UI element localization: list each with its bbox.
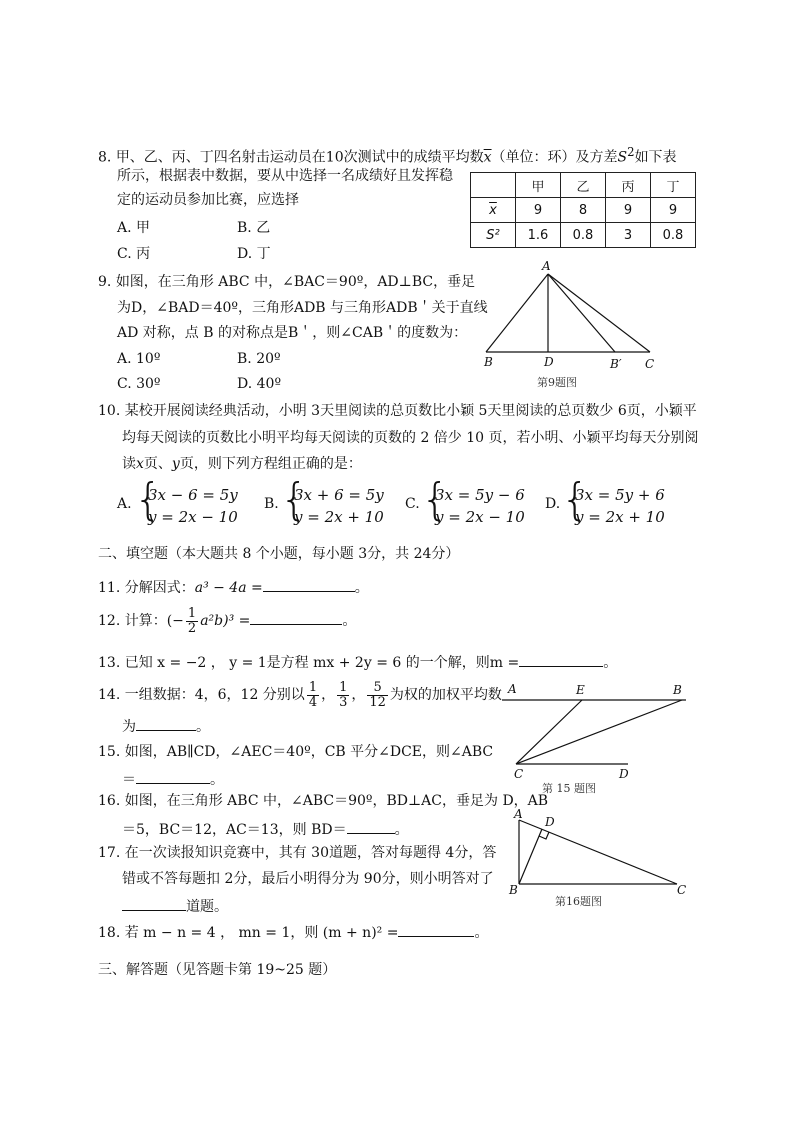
q15-answer-blank[interactable] xyxy=(136,769,210,784)
q8-table-cell: 1.6 xyxy=(516,223,561,248)
q9-option-d: D. 40º xyxy=(237,376,282,392)
q8-option-a: A. 甲 xyxy=(117,220,151,236)
q15-line2: ＝ 。 xyxy=(122,769,224,789)
q16-fig-line-ac xyxy=(519,820,677,884)
q16-line1: 16. 如图，在三角形 ABC 中，∠ABC＝90º，BD⊥AC，垂足为 D，AB xyxy=(98,793,549,809)
q15-line1: 15. 如图，AB∥CD，∠AEC＝40º，CB 平分∠DCE，则∠ABC xyxy=(98,744,494,760)
q12: 12. 计算：(− $\frac{1}{2}$ a²b)³ = 。 xyxy=(98,605,357,636)
q13: 13. 已知 x = −2 ， y = 1是方程 mx + 2y = 6 的一个解，则m = 。 xyxy=(98,652,617,672)
q11: 11. 分解因式：a³ − 4a = 。 xyxy=(98,577,369,597)
q9-line1: 9. 如图，在三角形 ABC 中，∠BAC＝90º，AD⊥BC，垂足 xyxy=(98,274,476,290)
q8-line1: 8. 甲、乙、丙、丁四名射击运动员在10次测试中的成绩平均数$\overline{x}$（单位：环）及方差$S^2$如下表 xyxy=(98,145,677,166)
q8-table-header: 乙 xyxy=(561,173,606,198)
q16-figure xyxy=(505,806,693,910)
q8-table-cell: 9 xyxy=(516,198,561,223)
q9-fig-line-ab xyxy=(486,274,548,352)
q16-answer-blank[interactable] xyxy=(347,819,395,834)
q15-figure xyxy=(498,680,692,798)
q14-line2: 为 。 xyxy=(122,716,210,736)
q10-option-b-system: 3x + 6 = 5y y = 2x + 10 xyxy=(294,486,384,526)
q17-answer-blank[interactable] xyxy=(122,896,186,911)
q8-line2: 所示，根据表中数据，要从中选择一名成绩好且发挥稳 xyxy=(117,168,453,184)
q16-line2: ＝5，BC＝12，AC＝13，则 BD＝ 。 xyxy=(122,819,409,839)
q10-option-c-label: C. xyxy=(405,496,420,512)
q8-line3: 定的运动员参加比赛，应选择 xyxy=(117,192,299,208)
q8-option-c: C. 丙 xyxy=(117,246,151,262)
q8-table-cell: 3 xyxy=(606,223,651,248)
q15-fig-label-d: D xyxy=(619,767,629,781)
q9-fig-label-c: C xyxy=(645,357,655,371)
q9-fig-caption: 第9题图 xyxy=(537,376,577,389)
q10-option-d-label: D. xyxy=(545,496,561,512)
q12-fraction: $\frac{1}{2}$ xyxy=(187,605,197,636)
q9-fig-line-ac xyxy=(548,274,650,352)
q10-option-c-brace: { xyxy=(421,474,449,525)
q8-table-cell: 9 xyxy=(651,198,696,223)
q9-option-c: C. 30º xyxy=(117,376,161,392)
q8-option-d: D. 丁 xyxy=(237,246,271,262)
q8-table-row-label-variance: S² xyxy=(471,223,516,248)
q10-option-a-brace: { xyxy=(134,474,162,525)
q16-fig-caption: 第16题图 xyxy=(555,895,602,908)
q9-line2: 为D，∠BAD＝40º，三角形ADB 与三角形ADB＇关于直线 xyxy=(117,300,488,316)
q8-table-corner xyxy=(471,173,516,198)
q8-table-cell: 0.8 xyxy=(651,223,696,248)
q10-option-c-system: 3x = 5y − 6 y = 2x − 10 xyxy=(435,486,525,526)
q10-line1: 10. 某校开展阅读经典活动，小明 3天里阅读的总页数比小颖 5天里阅读的总页数少 6页，小颖平 xyxy=(98,403,697,419)
q18-answer-blank[interactable] xyxy=(398,922,474,937)
q14-weight-2: $\frac{1}{3}$ xyxy=(339,679,348,710)
q16-fig-label-b: B xyxy=(509,883,518,897)
q13-answer-blank[interactable] xyxy=(519,652,603,667)
q10-option-b-label: B. xyxy=(264,496,279,512)
q9-fig-label-b: B xyxy=(484,355,493,369)
q15-fig-line-cb xyxy=(516,700,682,764)
q8-table-row-label-mean: $\overline{x}$ xyxy=(471,198,516,223)
q9-line3: AD 对称，点 B 的对称点是B＇，则∠CAB＇的度数为： xyxy=(117,325,468,341)
q15-fig-label-c: C xyxy=(514,767,524,781)
q18: 18. 若 m − n = 4 ， mn = 1，则 (m + n)² = 。 xyxy=(98,922,488,942)
q8-table-cell: 9 xyxy=(606,198,651,223)
q16-fig-label-a: A xyxy=(514,807,523,821)
section-3-heading: 三、解答题（见答题卡第 19~25 题） xyxy=(98,962,337,978)
q15-fig-label-e: E xyxy=(576,683,585,697)
q10-option-a-system: 3x − 6 = 5y y = 2x − 10 xyxy=(148,486,238,526)
q10-option-b-brace: { xyxy=(280,474,308,525)
q15-fig-line-ce xyxy=(516,700,582,764)
q9-fig-label-bprime: B′ xyxy=(610,357,622,371)
q12-answer-blank[interactable] xyxy=(250,610,342,625)
q15-fig-label-a: A xyxy=(508,682,517,696)
q8-option-b: B. 乙 xyxy=(237,220,271,236)
q8-stats-table xyxy=(470,172,696,248)
q15-fig-caption: 第 15 题图 xyxy=(542,782,596,795)
q8-table-header: 丙 xyxy=(606,173,651,198)
q8-table-cell: 0.8 xyxy=(561,223,606,248)
q16-fig-label-d: D xyxy=(545,815,555,829)
q10-option-a-label: A. xyxy=(117,496,132,512)
q9-fig-label-a: A xyxy=(542,259,551,273)
q10-line3: 读x页、y页，则下列方程组正确的是： xyxy=(122,456,362,472)
section-2-heading: 二、填空题（本大题共 8 个小题，每小题 3分，共 24分） xyxy=(98,546,460,562)
q14-line1: 14. 一组数据：4，6，12 分别以 $\frac{1}{4}$ ， $\frac{1}{3}$ ， $\frac{5}{12}$ 为权的加权平均数 xyxy=(98,679,502,710)
q9-figure xyxy=(478,258,668,390)
q14-weight-1: $\frac{1}{4}$ xyxy=(308,679,318,710)
q8-table-header: 甲 xyxy=(516,173,561,198)
q17-line1: 17. 在一次读报知识竞赛中，其有 30道题，答对每题得 4分，答 xyxy=(98,845,497,861)
q16-fig-line-bd xyxy=(519,829,542,884)
q9-option-a: A. 10º xyxy=(117,351,161,367)
q8-table-cell: 8 xyxy=(561,198,606,223)
q9-fig-label-d: D xyxy=(544,355,554,369)
q10-option-d-system: 3x = 5y + 6 y = 2x + 10 xyxy=(575,486,665,526)
q17-line2: 错或不答每题扣 2分，最后小明得分为 90分，则小明答对了 xyxy=(122,871,494,887)
q10-line2: 均每天阅读的页数比小明平均每天阅读的页数的 2 倍少 10 页，若小明、小颖平均每天分别阅 xyxy=(122,430,699,446)
q15-fig-label-b: B xyxy=(673,683,682,697)
q16-fig-label-c: C xyxy=(677,883,687,897)
q8-table-header: 丁 xyxy=(651,173,696,198)
q9-fig-line-abp xyxy=(548,274,615,352)
q11-answer-blank[interactable] xyxy=(263,577,355,592)
q10-option-d-brace: { xyxy=(561,474,589,525)
q9-option-b: B. 20º xyxy=(237,351,281,367)
q17-line3: 道题。 xyxy=(122,896,228,916)
q14-answer-blank[interactable] xyxy=(136,716,196,731)
q14-weight-3: $\frac{5}{12}$ xyxy=(369,679,386,710)
